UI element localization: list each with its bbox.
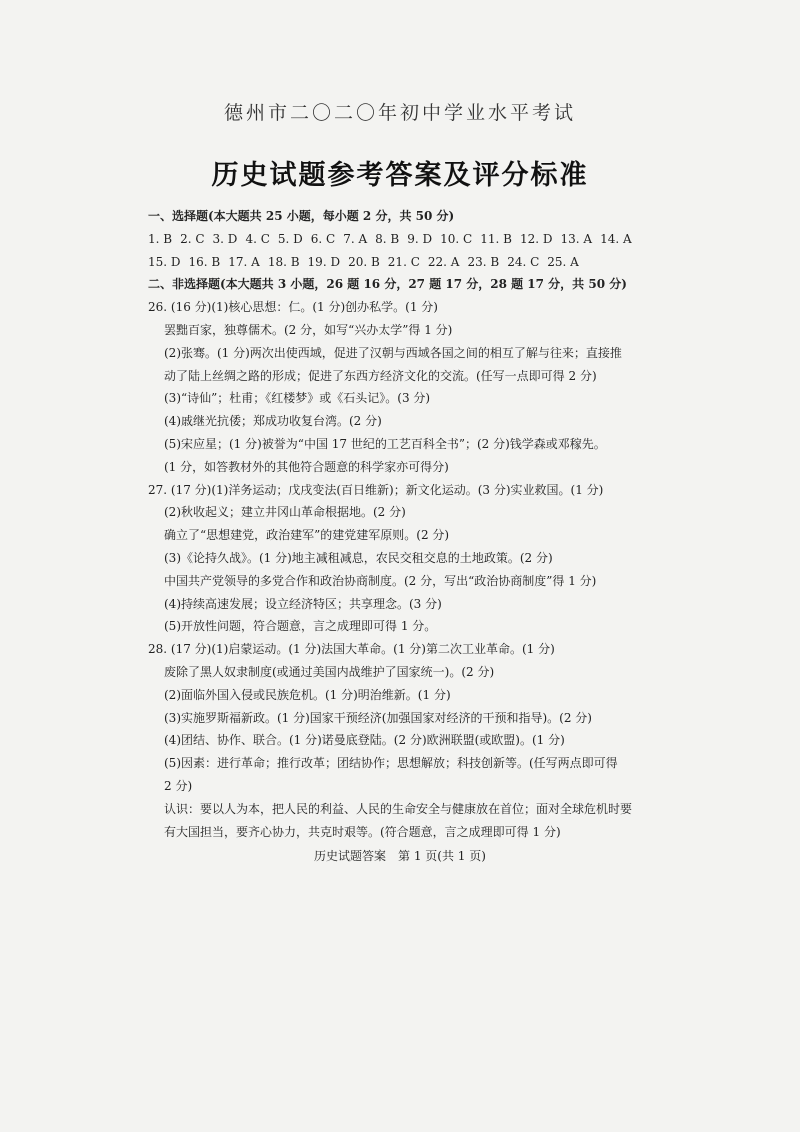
choice-answer: 18. B	[267, 254, 300, 269]
choice-answer: 19. D	[307, 254, 341, 269]
answer-line: 2 分)	[164, 778, 193, 793]
choice-answer: 25. A	[547, 254, 579, 269]
answer-line: 28. (17 分)(1)启蒙运动。(1 分)法国大革命。(1 分)第二次工业革命。(1 分)	[148, 642, 555, 657]
choice-answer: 3. D	[212, 231, 238, 246]
answer-line: 26. (16 分)(1)核心思想：仁。(1 分)创办私学。(1 分)	[148, 300, 438, 315]
choice-answer: 10. C	[440, 231, 473, 246]
choice-answers-row-1	[148, 228, 668, 251]
choice-answer: 14. A	[600, 231, 632, 246]
answer-line: (3)“诗仙”；杜甫；《红楼梦》或《石头记》。(3 分)	[164, 391, 431, 406]
choice-answer: 21. C	[387, 254, 420, 269]
answer-line: (2)张骞。(1 分)两次出使西域，促进了汉朝与西域各国之间的相互了解与往来；直接推	[164, 345, 622, 360]
answer-line: (5)开放性问题，符合题意，言之成理即可得 1 分。	[164, 619, 437, 634]
question-26	[148, 296, 668, 478]
exam-subtitle: 德州市二〇二〇年初中学业水平考试	[223, 102, 576, 124]
choice-answers-row-2	[148, 251, 668, 274]
answer-line: (5)宋应星；(1 分)被誉为“中国 17 世纪的工艺百科全书”；(2 分)钱学森或邓稼先。	[164, 436, 606, 451]
choice-answer: 13. A	[560, 231, 593, 246]
question-28	[148, 638, 668, 843]
choice-answer: 15. D	[148, 254, 181, 269]
page-footer: 历史试题答案 第 1 页(共 1 页)	[314, 849, 486, 863]
answer-line: 罢黜百家，独尊儒术。(2 分，如写“兴办太学”得 1 分)	[164, 322, 453, 337]
choice-answer: 22. A	[427, 254, 460, 269]
choice-answer: 4. C	[245, 231, 270, 246]
choice-answer: 17. A	[228, 254, 260, 269]
answer-body	[148, 205, 668, 843]
answer-line: (2)面临外国入侵或民族危机。(1 分)明治维新。(1 分)	[164, 687, 451, 702]
section1-heading: 一、选择题(本大题共 25 小题，每小题 2 分，共 50 分)	[148, 209, 455, 223]
choice-answer: 9. D	[407, 231, 433, 246]
answer-line: 认识：要以人为本，把人民的利益、人民的生命安全与健康放在首位；面对全球危机时要	[164, 801, 633, 816]
answer-line: (4)团结、协作、联合。(1 分)诺曼底登陆。(2 分)欧洲联盟(或欧盟)。(1 分)	[164, 733, 565, 748]
answer-line: (3)实施罗斯福新政。(1 分)国家干预经济(加强国家对经济的干预和指导)。(2 分)	[164, 710, 592, 725]
choice-answer: 8. B	[375, 231, 400, 246]
question-27	[148, 479, 668, 639]
answer-line: (2)秋收起义；建立井冈山革命根据地。(2 分)	[164, 505, 406, 520]
choice-answer: 12. D	[519, 231, 553, 246]
answer-line: 确立了“思想建党，政治建军”的建党建军原则。(2 分)	[164, 528, 450, 543]
choice-answer: 1. B	[148, 231, 173, 246]
choice-answer: 16. B	[188, 254, 221, 269]
answer-line: (5)因素：进行革命；推行改革；团结协作；思想解放；科技创新等。(任写两点即可得	[164, 756, 618, 771]
answer-line: 废除了黑人奴隶制度(或通过美国内战维护了国家统一)。(2 分)	[164, 664, 495, 679]
choice-answer: 2. C	[180, 231, 205, 246]
choice-answer: 20. B	[348, 254, 380, 269]
answer-line: 中国共产党领导的多党合作和政治协商制度。(2 分，写出“政治协商制度”得 1 分)	[164, 573, 597, 588]
choice-answer: 6. C	[310, 231, 336, 246]
choice-answer: 5. D	[277, 231, 303, 246]
answer-line: (3)《论持久战》。(1 分)地主减租减息，农民交租交息的土地政策。(2 分)	[164, 550, 553, 565]
answer-line: 有大国担当，要齐心协力，共克时艰等。(符合题意，言之成理即可得 1 分)	[164, 824, 561, 839]
choice-answer: 7. A	[343, 231, 368, 246]
answer-line: (4)戚继光抗倭；郑成功收复台湾。(2 分)	[164, 414, 382, 429]
answer-line: (4)持续高速发展；设立经济特区；共享理念。(3 分)	[164, 596, 442, 611]
choice-answer: 24. C	[507, 254, 540, 269]
answer-line: 动了陆上丝绸之路的形成；促进了东西方经济文化的交流。(任写一点即可得 2 分)	[164, 368, 597, 383]
answer-line: (1 分，如答教材外的其他符合题意的科学家亦可得分)	[164, 459, 449, 474]
section2-heading: 二、非选择题(本大题共 3 小题，26 题 16 分，27 题 17 分，28 题 17 分，共 50 分)	[148, 277, 627, 292]
choice-answer: 23. B	[467, 254, 500, 269]
answer-line: 27. (17 分)(1)洋务运动；戊戌变法(百日维新)；新文化运动。(3 分)实业救国。(1 分)	[148, 482, 604, 497]
page-title: 历史试题参考答案及评分标准	[211, 160, 589, 191]
choice-answer: 11. B	[480, 231, 512, 246]
